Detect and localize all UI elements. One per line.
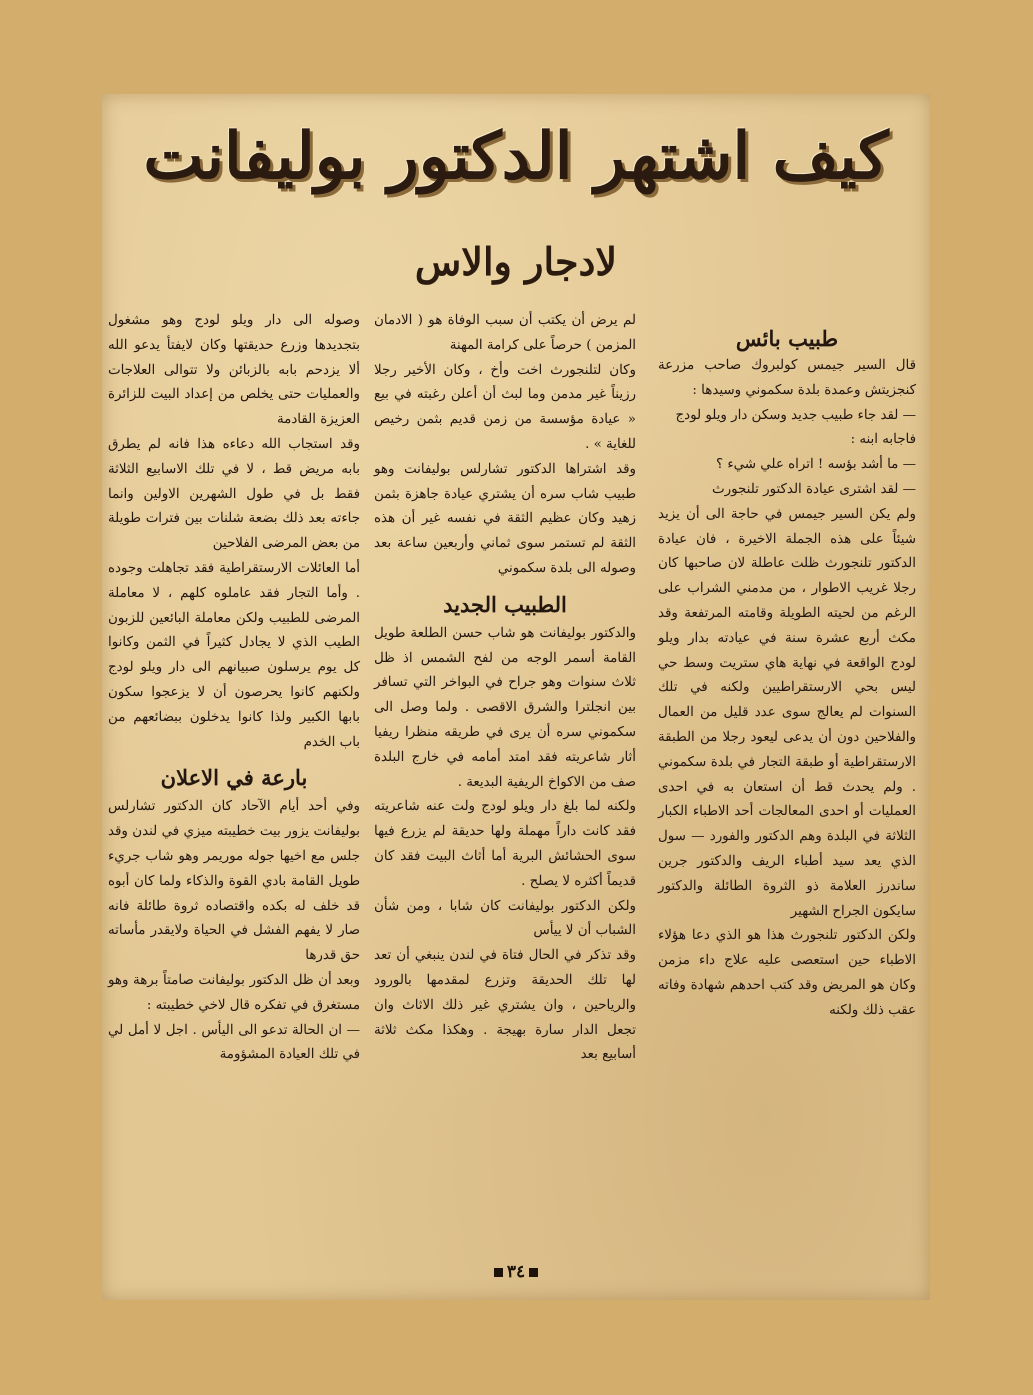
page-number <box>102 1262 930 1282</box>
square-bullet-icon <box>494 1268 503 1277</box>
paragraph: وقد استجاب الله دعاءه هذا فانه لم يطرق بابه مريض قط ، لا في تلك الاسابيع الثلاثة فقط بل في طول الشهرين الاولين وانما جاءته بعد ذلك بضعة شلنات بين فترات طويلة من بعض المرضى الفلاحين <box>108 436 360 552</box>
paragraph: وقد اشتراها الدكتور تشارلس بوليفانت وهو طبيب شاب سره أن يشتري عيادة جاهزة بثمن زهيد وكان عظيم الثقة في نفسه غير أن هذه الثقة لم تستمر سوى ثماني وأربعين ساعة بعد وصوله الى بلدة سكموني <box>374 461 636 576</box>
article-headline: كيف اشتهر الدكتور بوليفانت <box>143 119 889 194</box>
article-byline: لادجار والاس <box>414 239 618 284</box>
subheading: طبيب بائس <box>735 326 839 351</box>
paragraph: وصوله الى دار ويلو لودج وهو مشغول بتجديدها وزرع حديقتها وكان لايفتأ يدعو الله ألا يزدحم بابه بالزبائن ولا تتوالى العلاجات والعمليات حتى يخلص من إعداد البيت للزائرة العزيزة القادمة <box>108 313 360 428</box>
paragraph: ولكن الدكتور تلنجورث هذا هو الذي دعا هؤلاء الاطباء حين استعصى عليه علاج داء مزمن وكان هو المريض وقد كتب احدهم شهادة وفاته عقب ذلك ولكنه <box>658 928 916 1018</box>
column-right <box>658 316 916 1024</box>
magazine-page <box>102 94 930 1300</box>
paragraph: وكان لتلنجورث اخت وأخ ، وكان الأخير رجلا رزيناً غير مدمن وما لبث أن أعلن رغبته في بيع « عيادة مؤسسة من زمن قديم بثمن رخيص للغاية » . <box>374 362 636 452</box>
paragraph: — لقد اشترى عيادة الدكتور تلنجورث <box>712 481 916 497</box>
subheading: الطبيب الجديد <box>443 591 567 617</box>
paragraph: ولم يكن السير جيمس في حاجة الى أن يزيد شيئاً على هذه الجملة الاخيرة ، فان عيادة الدكتور تلنجورث ظلت عاطلة لان صاحبها كان رجلا غريب الاطوار ، من مدمني الشراب على الرغم من لحيته الطويلة وقامته المرتفعة وقد مكث أربع عشرة سنة في عيادته بدار ويلو لودج الواقعة في نهاية هاي ستريت وسط حي ليس بحي الارستقراطيين ولكنه في تلك السنوات لم يعالج سوى عدد قليل من العمال والفلاحين دون أن يدعى ليعود رجلا من الطبقة الارستقراطية أو طبقة التجار في بلدة سكموني . ولم يحدث قط أن استعان به في احدى العمليات أو احدى المعالجات أحد الاطباء الكبار الثلاثة في البلدة وهم الدكتور والفورد — سول الذي يعد سيد أطباء الريف والدكتور جرين ساندرز العلامة ذو الثروة الطائلة والدكتور سايكون الجراح الشهير <box>658 506 916 919</box>
paragraph: أما العائلات الارستقراطية فقد تجاهلت وجوده . وأما التجار فقد عاملوه كلهم ، لا معاملة المرضى للطبيب ولكن معاملة البائعين للزبون الطيب الذي لا يجادل كثيراً في الثمن وكانوا كل يوم يرسلون صبيانهم الى دار ويلو لودج ولكنهم كانوا يحرصون أن لا يزعجوا سكون بابها الكبير ولذا كانوا يدخلون ببضائعهم من باب الخدم <box>108 560 360 750</box>
paragraph: — لقد جاء طبيب جديد وسكن دار ويلو لودج <box>675 407 916 423</box>
paragraph: وقد تذكر في الحال فتاة في لندن ينبغي أن تعد لها تلك الحديقة وتزرع لمقدمها بالورود والرياحين ، وان يشتري غير ذلك الاثاث وان تجعل الدار سارة بهيجة . وهكذا مكث ثلاثة أسابيع بعد <box>374 948 636 1063</box>
paragraph: ولكن الدكتور بوليفانت كان شابا ، ومن شأن الشباب أن لا ييأس <box>374 898 636 939</box>
paragraph: والدكتور بوليفانت هو شاب حسن الطلعة طويل القامة أسمر الوجه من لفح الشمس اذ ظل ثلاث سنوات وهو جراح في البواخر التي تسافر بين انجلترا والشرق الاقصى . ولما وصل الى سكموني سره أن يرى في طريقه منظرا ريفيا أثار شاعريته فقد امتد أمامه في خارج البلدة صف من الاكواخ الريفية البديعة . <box>374 625 636 790</box>
subheading: بارعة في الاعلان <box>160 765 308 791</box>
column-middle <box>374 309 636 1068</box>
paragraph: وفي أحد أيام الآحاد كان الدكتور تشارلس بوليفانت يزور بيت خطيبته ميزي في لندن وقد جلس مع اخيها جوله موريمر وهو شاب جريء طويل القامة بادي القوة والذكاء ولما كان أبوه قد خلف له بكده واقتصاده ثروة طائلة فانه صار لا يفهم الفشل في الحياة ولايقدر مأساته حق قدرها <box>108 799 360 964</box>
paragraph: لم يرض أن يكتب أن سبب الوفاة هو ( الادمان المزمن ) حرصاً على كرامة المهنة <box>374 313 636 353</box>
paragraph: — ان الحالة تدعو الى اليأس . اجل لا أمل لي في تلك العيادة المشؤومة <box>108 1022 360 1063</box>
page-number-text: ٣٤ <box>506 1262 526 1282</box>
paragraph: فاجابه ابنه : <box>850 432 916 448</box>
paragraph: — ما أشد بؤسه ! اتراه علي شيء ؟ <box>715 457 916 473</box>
column-left <box>108 309 360 1068</box>
square-bullet-icon <box>529 1268 538 1277</box>
paragraph: ولكنه لما بلغ دار ويلو لودج ولت عنه شاعريته فقد كانت داراً مهملة ولها حديقة لم يزرع فيها سوى الحشائش البرية أما أثاث البيت فقد كان قديماً أكثره لا يصلح . <box>374 799 636 889</box>
paragraph: وبعد أن ظل الدكتور بوليفانت صامتاً برهة وهو مستغرق في تفكره قال لاخي خطيبته : <box>108 972 360 1013</box>
paragraph: قال السير جيمس كولبروك صاحب مزرعة كنجزيتش وعمدة بلدة سكموني وسيدها : <box>658 358 916 398</box>
